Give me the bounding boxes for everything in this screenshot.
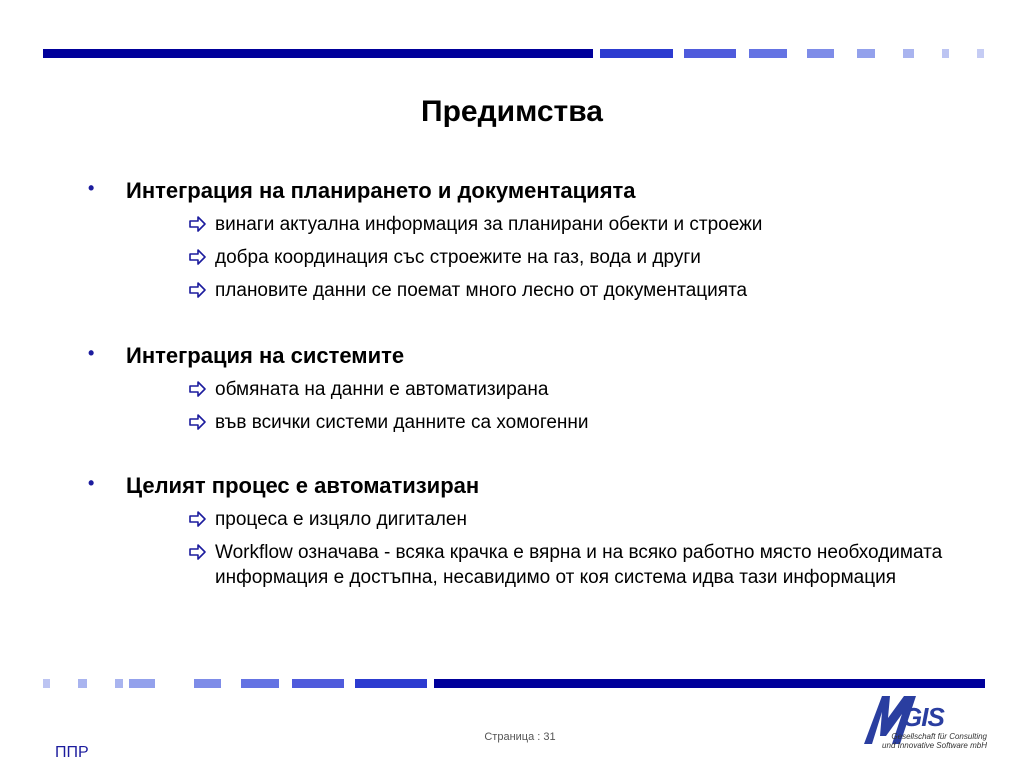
slide-title: Предимства [421,95,603,128]
bottom-decor-seg [355,679,427,688]
logo-wordmark: GIS [902,702,944,732]
arrow-right-icon [188,214,208,234]
list-item: обмяната на данни е автоматизирана [188,377,968,402]
top-decor-seg [807,49,834,58]
top-decor-seg [684,49,736,58]
list-item: плановите данни се поемат много лесно от документацията [188,278,968,303]
bottom-decor-seg [292,679,344,688]
bullet-dot-icon: • [88,343,95,363]
footer-label: ППР [55,744,89,761]
bottom-decor-seg [43,679,50,688]
bullet-dot-icon: • [88,178,95,198]
arrow-right-icon [188,247,208,267]
bottom-decor-bar [434,679,985,688]
list-item: процеса е изцяло дигитален [188,507,968,532]
list-item: във всички системи данните са хомогенни [188,410,968,435]
bottom-decor-seg [241,679,279,688]
top-decor-seg [857,49,875,58]
top-decor-seg [600,49,673,58]
bottom-decor-seg [129,679,155,688]
top-decor-seg [903,49,914,58]
arrow-right-icon [188,509,208,529]
list-item: Workflow означава - всяка крачка е вярна и на всяко работно място необходимата информация е достъпна, несавидимо от коя система идва тази информация [188,540,948,590]
bullet-dot-icon: • [88,473,95,493]
arrow-right-icon [188,542,208,562]
bottom-decor-seg [194,679,221,688]
page-number: Страница : 31 [484,731,556,743]
company-logo [852,688,992,758]
arrow-right-icon [188,280,208,300]
bottom-decor-seg [115,679,123,688]
arrow-right-icon [188,412,208,432]
bottom-decor-seg [78,679,87,688]
top-decor-bar [43,49,593,58]
list-item: винаги актуална информация за планирани обекти и строежи [188,212,968,237]
logo-tagline: Gesellschaft für Consulting und Innovative Software mbH [882,732,987,750]
top-decor-seg [942,49,949,58]
list-item: добра координация със строежите на газ, вода и други [188,245,968,270]
arrow-right-icon [188,379,208,399]
top-decor-seg [977,49,984,58]
top-decor-seg [749,49,787,58]
